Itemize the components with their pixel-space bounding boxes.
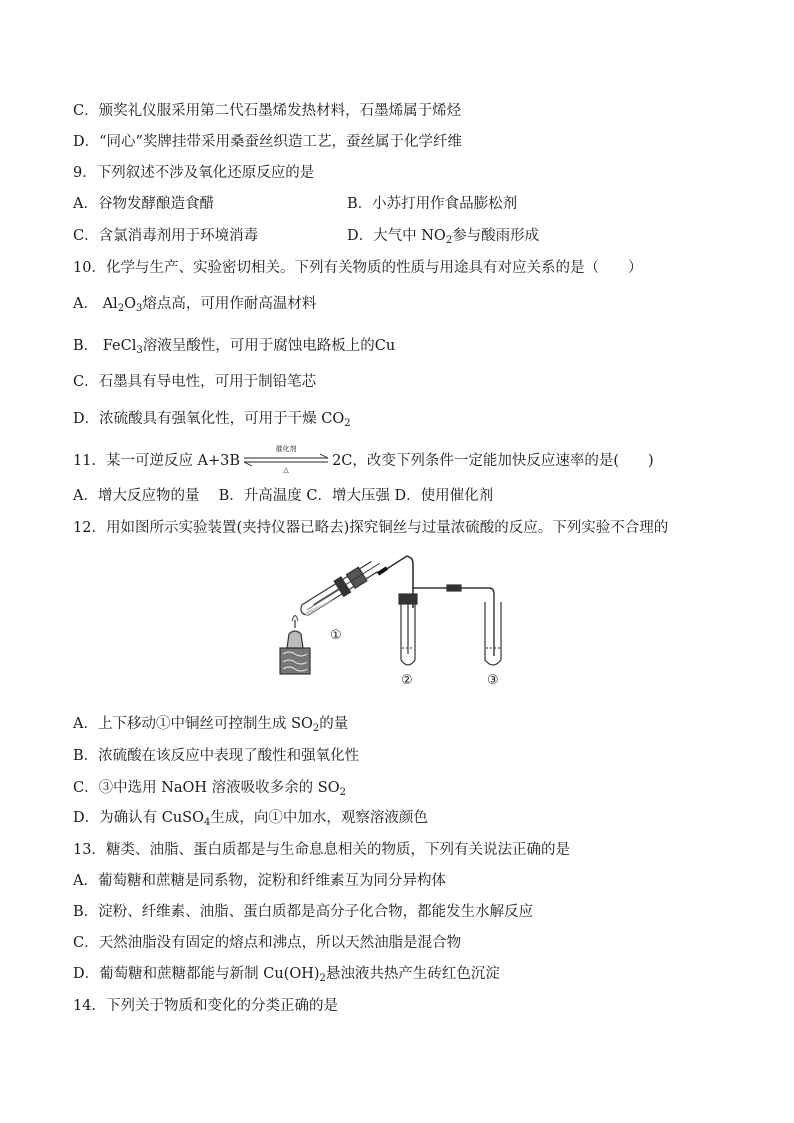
diagram-label-1: ① (330, 628, 342, 643)
diagram-label-3: ③ (487, 673, 499, 688)
q13-option-c: C．天然油脂没有固定的熔点和沸点，所以天然油脂是混合物 (73, 935, 462, 951)
q14-stem: 14．下列关于物质和变化的分类正确的是 (73, 998, 338, 1014)
q9-option-a: A．谷物发酵酿造食醋 (73, 196, 214, 212)
q13-option-d: D．葡萄糖和蔗糖都能与新制 $Cu(OH)_2$悬浊液共热产生砖红色沉淀 (73, 966, 500, 984)
q9-option-c: C．含氯消毒剂用于环境消毒 (73, 228, 259, 244)
q13-option-b: B．淀粉、纤维素、油脂、蛋白质都是高分子化合物，都能发生水解反应 (73, 904, 534, 920)
catalyst-label: 催化剂 (275, 445, 297, 453)
test-tube-3 (485, 602, 501, 665)
q9-option-b: B．小苏打用作食品膨松剂 (347, 196, 518, 212)
alcohol-lamp (287, 631, 303, 648)
diagram-label-2: ② (401, 673, 413, 688)
q12-option-d: D．为确认有 CuSO$_4$生成，向①中加水，观察溶液颜色 (73, 810, 428, 828)
q13-option-a: A．葡萄糖和蔗糖是同系物，淀粉和纤维素互为同分异构体 (73, 873, 446, 889)
q12-option-c: C．③中选用 NaOH 溶液吸收多余的 $SO_2$ (73, 780, 346, 798)
stopper-2 (399, 594, 417, 604)
copper-acid-apparatus-diagram (275, 548, 525, 690)
q10-option-d: D．浓硫酸具有强氧化性，可用于干燥 $CO_2$ (73, 411, 351, 429)
q10-option-a: A． $Al_2O_3$熔点高，可用作耐高温材料 (73, 296, 317, 314)
copper-wire (313, 563, 379, 604)
reversible-arrow (242, 445, 330, 474)
q11-options: A．增大反应物的量 B．升高温度 C．增大压强 D．使用催化剂 (73, 488, 494, 504)
q8-option-c: C．颁奖礼仪服采用第二代石墨烯发热材料，石墨烯属于烯烃 (73, 103, 462, 119)
q13-stem: 13．糖类、油脂、蛋白质都是与生命息息相关的物质，下列有关说法正确的是 (73, 842, 570, 858)
q8-option-d: D．“同心”奖牌挂带采用桑蚕丝织造工艺，蚕丝属于化学纤维 (73, 134, 462, 150)
q12-option-a: A．上下移动①中铜丝可控制生成 $SO_2$的量 (73, 716, 349, 734)
q10-option-c: C．石墨具有导电性，可用于制铅笔芯 (73, 374, 317, 390)
q9-options-ab (73, 194, 518, 214)
q9-options-cd (73, 226, 540, 246)
q11-stem: 11．某一可逆反应 A+3B 催化剂 △ 2C，改变下列条件一定能加快反应速率的是( ) (73, 445, 654, 474)
q10-option-b: B． FeCl$_3$溶液呈酸性，可用于腐蚀电路板上的Cu (73, 338, 396, 356)
q9-stem: 9．下列叙述不涉及氧化还原反应的是 (73, 165, 315, 181)
q12-stem: 12．用如图所示实验装置(夹持仪器已略去)探究铜丝与过量浓硫酸的反应。下列实验不合理的 (73, 520, 669, 536)
q12-option-b: B．浓硫酸在该反应中表现了酸性和强氧化性 (73, 748, 360, 764)
q9-option-d: D．大气中 $NO_2$参与酸雨形成 (347, 228, 540, 246)
heat-label: △ (283, 466, 289, 474)
q10-stem: 10．化学与生产、实验密切相关。下列有关物质的性质与用途具有对应关系的是（ ） (73, 260, 643, 276)
